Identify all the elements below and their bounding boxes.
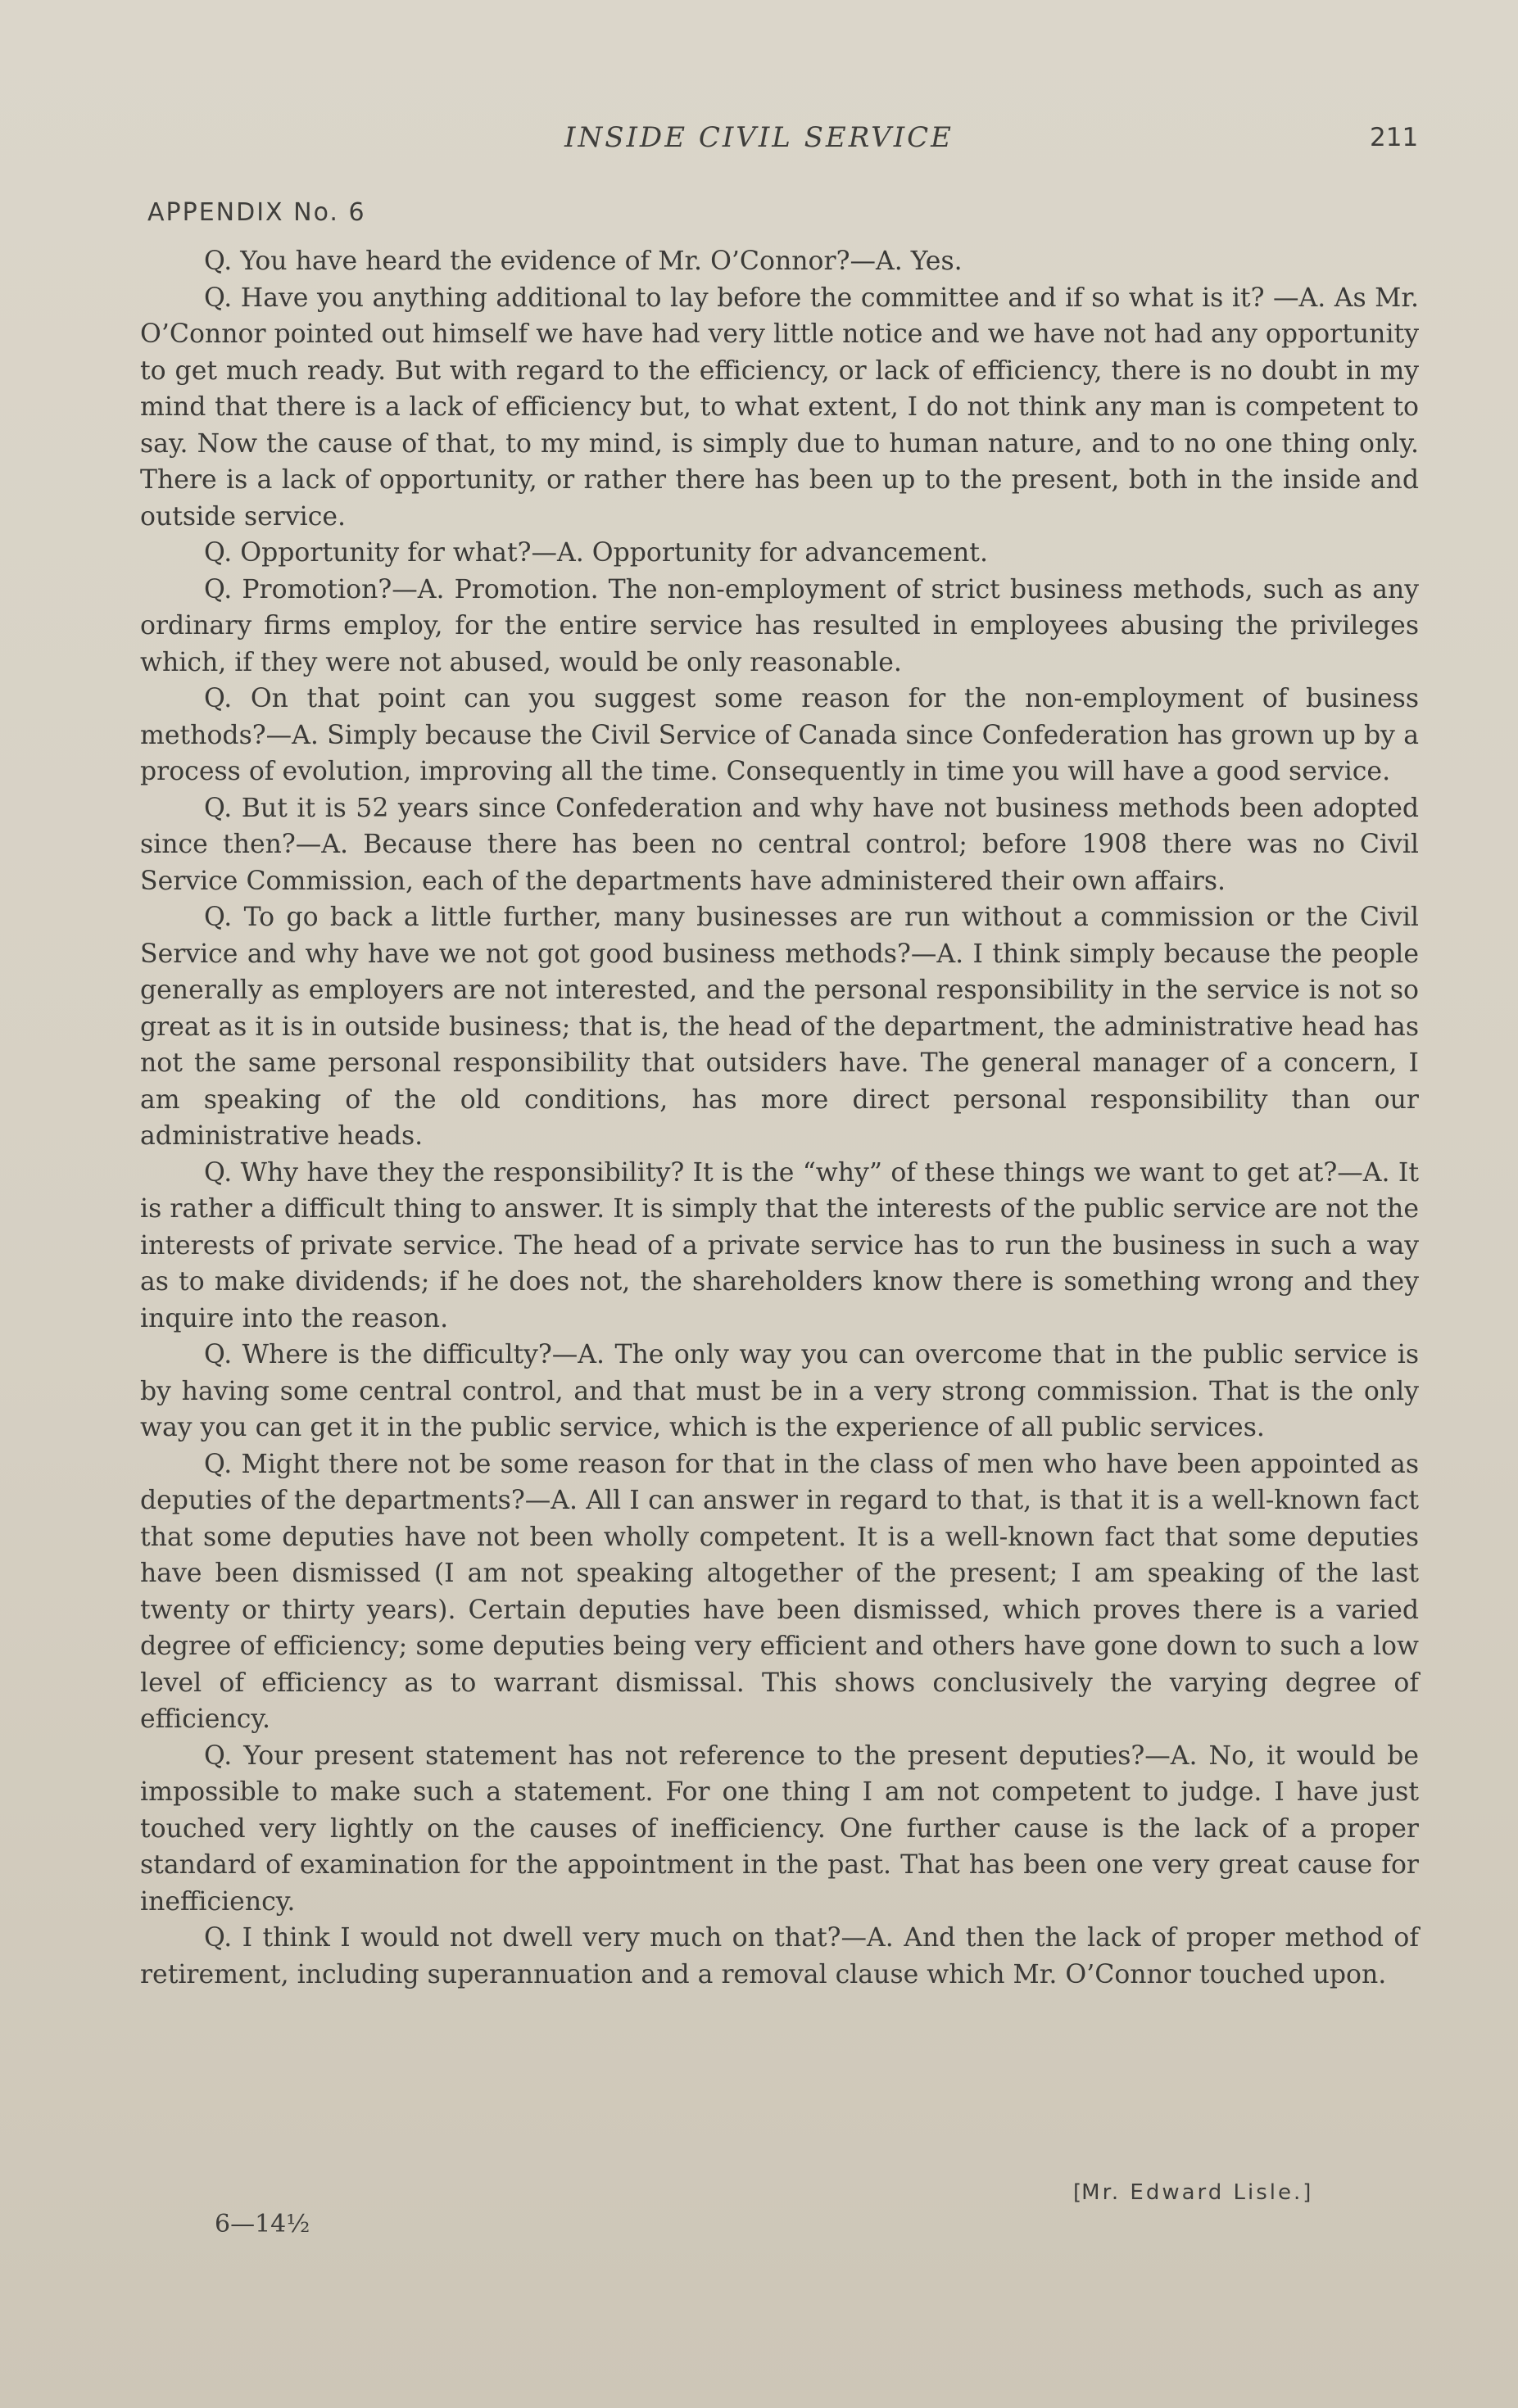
- paragraph-9: Q. Where is the difficulty?—A. The only way you can overcome that in the public service is by having some central control, and that must be in a very strong commission. That is the only way you can get it in the public service, which is the experience of all public services.: [140, 1340, 1419, 1442]
- paragraph-3: Q. Opportunity for what?—A. Opportunity for advancement.: [204, 538, 988, 568]
- running-title: INSIDE CIVIL SERVICE: [564, 121, 954, 154]
- signature-name: Mr. Edward Lisle.: [1081, 2180, 1303, 2205]
- paragraph-8: Q. Why have they the responsibility? It is the “why” of these things we want to get at?—A. It is rather a difficult thing to answer. It is simply that the interests of the public service are not the interests of private service. The head of a private service has to run the business in such a way as to make dividends; if he does not, the shareholders know there is something wrong and they inquire into the reason.: [140, 1157, 1419, 1333]
- paragraph-7: Q. To go back a little further, many businesses are run without a commission or the Civil Service and why have we not got good business methods?—A. I think simply because the people generally as employers are not interested, and the personal responsibility in the service is not so great as it is in outside business; that is, the head of the department, the administrative head has not the same personal responsibility that outsiders have. The general manager of a concern, I am speaking of the old conditions, has more direct personal responsibility than our administrative heads.: [140, 903, 1419, 1151]
- signature-open-bracket: [: [1073, 2180, 1082, 2205]
- appendix-label: APPENDIX No. 6: [147, 198, 366, 227]
- paragraph-5: Q. On that point can you suggest some reason for the non-employment of business methods?—A. Simply because the Civil Service of Canada since Confederation has grown up by a process of evolution, improving all the time. Consequently in time you will have a good service.: [140, 684, 1419, 786]
- paragraph-10: Q. Might there not be some reason for that in the class of men who have been appointed as deputies of the departments?—A. All I can answer in regard to that, is that it is a well-known fact that some deputies have not been wholly competent. It is a well-known fact that some deputies have been dismissed (I am not speaking altogether of the present; I am speaking of the last twenty or thirty years). Certain deputies have been dismissed, which proves there is a varied degree of efficiency; some deputies being very efficient and others have gone down to such a low level of efficiency as to warrant dismissal. This shows conclusively the varying degree of efficiency.: [140, 1449, 1419, 1734]
- sheet-mark: 6—14½: [215, 2210, 310, 2238]
- signature-close-bracket: ]: [1303, 2180, 1312, 2205]
- page-number: 211: [1370, 123, 1419, 152]
- testimony-body: [140, 243, 1419, 1993]
- paragraph-1: Q. You have heard the evidence of Mr. O’Connor?—A. Yes.: [204, 247, 963, 276]
- paragraph-12: Q. I think I would not dwell very much on that?—A. And then the lack of proper method of retirement, including superannuation and a removal clause which Mr. O’Connor touched upon.: [140, 1923, 1419, 1989]
- paragraph-4: Q. Promotion?—A. Promotion. The non-employment of strict business methods, such as any ordinary firms employ, for the entire service has resulted in employees abusing the privileges which, if they were not abused, would be only reasonable.: [140, 574, 1419, 677]
- paragraph-6: Q. But it is 52 years since Confederation and why have not business methods been adopted since then?—A. Because there has been no central control; before 1908 there was no Civil Service Commission, each of the departments have administered their own affairs.: [140, 793, 1419, 896]
- paragraph-2: Q. Have you anything additional to lay before the committee and if so what is it? —A. As Mr. O’Connor pointed out himself we have had very little notice and we have not had any opportunity to get much ready. But with regard to the efficiency, or lack of efficiency, there is no doubt in my mind that there is a lack of efficiency but, to what extent, I do not think any man is competent to say. Now the cause of that, to my mind, is simply due to human nature, and to no one thing only. There is a lack of opportunity, or rather there has been up to the present, both in the inside and outside service.: [140, 283, 1419, 532]
- witness-signature: [1073, 2180, 1311, 2205]
- paragraph-11: Q. Your present statement has not reference to the present deputies?—A. No, it would be impossible to make such a statement. For one thing I am not competent to judge. I have just touched very lightly on the causes of inefficiency. One further cause is the lack of a proper standard of examination for the appointment in the past. That has been one very great cause for inefficiency.: [140, 1740, 1419, 1917]
